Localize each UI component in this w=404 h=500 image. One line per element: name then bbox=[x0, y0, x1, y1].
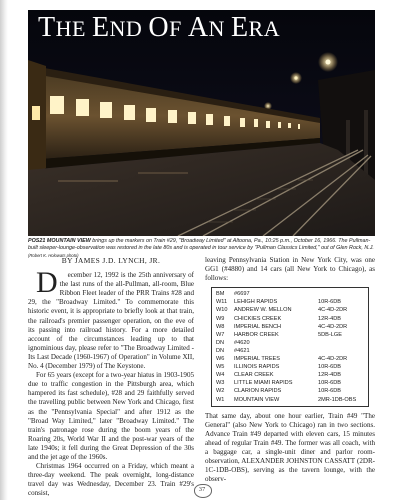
consist-row bbox=[216, 290, 364, 298]
consist-type bbox=[318, 347, 364, 355]
consist-name: LITTLE MIAMI RAPIDS bbox=[234, 380, 293, 387]
consist-num: BM bbox=[216, 291, 225, 298]
paragraph-1: D ecember 12, 1992 is the 25th anniversary of the last runs of the all-Pullman, all-room, Blue Ribbon Fleet leader of the PRR Trains #28 and 29, the "Broadway Limited." To commemorate this historic event, it is appropriate to briefly look at that train, the railroad's premier passenger operation, on the eve of its passing into railroad history. For a more detailed account of the circumstances leading up to that ignominious day, please refer to "The Broadway Limited - Its Last Decade (1960-1967) of Operation" in Volume XII, No. 4 (December 1979) of The Keystone. bbox=[28, 266, 194, 371]
consist-name: IMPERIAL TREES bbox=[234, 356, 281, 363]
page-edge bbox=[0, 0, 8, 500]
consist-row bbox=[216, 323, 364, 331]
right-intro: leaving Pennsylvania Station in New York City, was one GG1 (#4880) and 14 cars (all New York to Chicago), as follows: bbox=[205, 256, 375, 283]
paragraph-2: For 65 years (except for a two-year hiatus in 1903-1905 due to traffic congestion in the Pittsburgh area, which hampered its fast schedule), #28 and 29 faithfully served the travelling public between New York and Chicago, first as the "Pennsylvania Special" and after 1912 as the "Broad Way Limited," later "Broadway Limited." The train's patronage rose during the boom years of the Roaring 20s, World War II and the post-war years of the late 1940s; it fell during the Great Depression of the 30s and the jet age of the 1960s. bbox=[28, 371, 194, 461]
consist-name: CLARION RAPIDS bbox=[234, 388, 282, 395]
consist-row bbox=[216, 371, 364, 379]
consist-num: W7 bbox=[216, 331, 225, 338]
consist-name: CLEAR CREEK bbox=[234, 372, 274, 379]
consist-type: 2MR-1DB-OBS bbox=[318, 396, 357, 403]
consist-type: 10R-6DB bbox=[318, 299, 342, 306]
consist-name: #4620 bbox=[234, 339, 250, 346]
consist-row bbox=[216, 363, 364, 371]
consist-num: W4 bbox=[216, 372, 225, 379]
consist-num: W6 bbox=[216, 356, 225, 363]
paragraph-3: Christmas 1964 occurred on a Friday, which meant a three-day weekend. The peak overnight, long-distance travel day was Wednesday, December 23. Train #29's consist, bbox=[28, 462, 194, 498]
consist-row bbox=[216, 315, 364, 323]
consist-num: W10 bbox=[216, 307, 228, 314]
consist-row bbox=[216, 387, 364, 395]
consist-row bbox=[216, 379, 364, 387]
consist-name: CHICKIES CREEK bbox=[234, 315, 282, 322]
consist-row bbox=[216, 339, 364, 347]
page-number: 37 bbox=[198, 486, 206, 493]
consist-type bbox=[318, 339, 364, 347]
consist-type: 10R-6DB bbox=[318, 364, 342, 371]
consist-row bbox=[216, 347, 364, 355]
consist-type: 12R-4DB bbox=[318, 315, 342, 322]
consist-num: W2 bbox=[216, 388, 225, 395]
article-title: THE END OF AN ERA bbox=[38, 12, 281, 43]
consist-row bbox=[216, 306, 364, 314]
consist-type: 10R-6DB bbox=[318, 388, 342, 395]
consist-num: W9 bbox=[216, 315, 225, 322]
consist-table bbox=[211, 287, 369, 406]
consist-type: 5DB-LGE bbox=[318, 331, 342, 338]
consist-name: IMPERIAL BENCH bbox=[234, 323, 282, 330]
right-column bbox=[205, 256, 375, 484]
consist-type: 4C-4D-2DR bbox=[318, 307, 348, 314]
consist-num: W8 bbox=[216, 323, 225, 330]
photo-credit: (Robert K. Holowats photo) bbox=[28, 253, 79, 258]
consist-num: W1 bbox=[216, 396, 225, 403]
consist-num: DN bbox=[216, 339, 225, 346]
consist-type bbox=[318, 290, 364, 298]
consist-name: ANDREW W. MELLON bbox=[234, 307, 292, 314]
consist-num: W3 bbox=[216, 380, 225, 387]
consist-row bbox=[216, 396, 364, 404]
consist-name: LEHIGH RAPIDS bbox=[234, 299, 278, 306]
consist-name: MOUNTAIN VIEW bbox=[234, 396, 280, 403]
consist-row bbox=[216, 355, 364, 363]
consist-row bbox=[216, 298, 364, 306]
consist-name: #4621 bbox=[234, 347, 250, 354]
consist-type: 4C-4D-2DR bbox=[318, 323, 348, 330]
consist-name: #6697 bbox=[234, 291, 250, 298]
drop-cap: D bbox=[36, 266, 58, 300]
consist-type: 10R-6DB bbox=[318, 380, 342, 387]
consist-type: 4C-4D-2DR bbox=[318, 356, 348, 363]
consist-num: W5 bbox=[216, 364, 225, 371]
byline: BY JAMES J.D. LYNCH, JR. bbox=[61, 256, 161, 265]
consist-name: HARBOR CREEK bbox=[234, 331, 279, 338]
left-column bbox=[28, 256, 194, 498]
consist-type: 12R-4DB bbox=[318, 372, 342, 379]
consist-num: W11 bbox=[216, 299, 228, 306]
right-paragraph: That same day, about one hour earlier, Train #49 "The General" (also New York to Chicago) ran in two sections. Advance Train #49 departed with eleven cars, 15 minutes ahead of regular Train #49. The former was all coach, with a baggage car, a single-unit diner and parlor room-observation, ALEXANDER JOHNSTON CASSATT (2DR-1C-1DB-OBS), serving as the tavern lounge, with the observ- bbox=[205, 411, 375, 484]
consist-num: DN bbox=[216, 347, 225, 354]
consist-row bbox=[216, 331, 364, 339]
article-photo bbox=[28, 10, 375, 236]
consist-name: ILLINOIS RAPIDS bbox=[234, 364, 280, 371]
photo-caption: POS21 MOUNTAIN VIEW brings up the markers on Train #29, "Broadway Limited" at Altoona, Pa., 10:25 p.m., October 16, 1966. The Pullman-built sleeper-lounge-observation was restored in the late 80s and is operated in tour service by "Pullman Classics Limited," out of Glen Rock, N.J. (Robert K. Holowats photo) bbox=[28, 238, 376, 259]
